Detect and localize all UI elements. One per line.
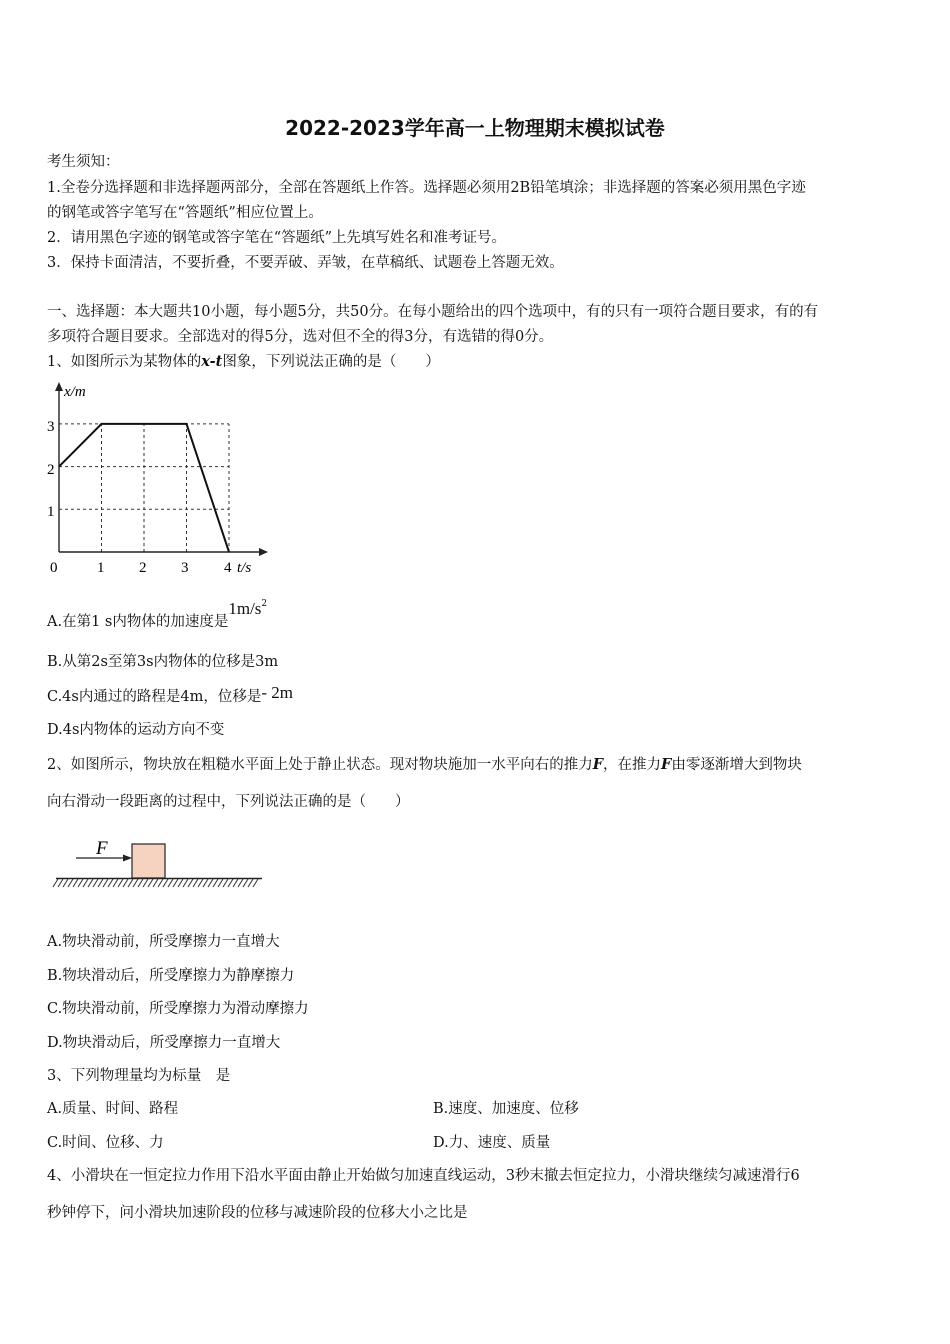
q1-option-a-unit: 1m/s	[228, 599, 262, 618]
notice-heading: 考生须知：	[47, 154, 120, 170]
hatch-stroke	[183, 879, 188, 887]
hatch-stroke	[228, 879, 233, 887]
hatch-stroke	[198, 879, 203, 887]
hatch-stroke	[148, 879, 153, 887]
q2-force-symbol-2: F	[661, 756, 672, 773]
hatch-stroke	[68, 879, 73, 887]
question-1-stem	[47, 352, 440, 372]
question-3-stem: 3、下列物理量均为标量 是	[47, 1068, 231, 1084]
hatch-stroke	[238, 879, 243, 887]
hatch-stroke	[133, 879, 138, 887]
question-2-stem-line-2: 向右滑动一段距离的过程中，下列说法正确的是（ ）	[47, 794, 410, 810]
force-arrow-head	[123, 855, 132, 862]
xt-graph	[40, 378, 280, 583]
hatch-stroke	[118, 879, 123, 887]
hatch-stroke	[83, 879, 88, 887]
x-tick-1: 1	[97, 560, 105, 576]
block	[132, 844, 165, 878]
q2-force-symbol: F	[592, 756, 604, 773]
q1-stem-b: 图象，下列说法正确的是（ ）	[222, 354, 440, 370]
notice-line-2: 2．请用黑色字迹的钢笔或答字笔在“答题纸”上先填写姓名和准考证号。	[47, 230, 507, 246]
q1-option-a-text: A.在第1 s内物体的加速度是	[47, 614, 229, 630]
q2-option-b[interactable]: B.物块滑动后，所受摩擦力为静摩擦力	[47, 968, 295, 984]
q3-option-a[interactable]: A.质量、时间、路程	[47, 1101, 179, 1117]
page-title: 2022-2023学年高一上物理期末模拟试卷	[285, 116, 665, 140]
block-force-figure	[52, 832, 267, 896]
hatch-stroke	[53, 879, 58, 887]
hatch-stroke	[123, 879, 128, 887]
y-tick-1: 1	[47, 504, 55, 520]
hatch-stroke	[138, 879, 143, 887]
hatch-stroke	[158, 879, 163, 887]
q1-option-c-unit: - 2m	[261, 683, 293, 702]
q1-stem-a: 1、如图所示为某物体的	[47, 354, 202, 370]
x-tick-0: 0	[50, 560, 58, 576]
y-tick-3: 3	[47, 419, 55, 435]
hatch-stroke	[168, 879, 173, 887]
hatch-stroke	[188, 879, 193, 887]
x-tick-3: 3	[181, 560, 189, 576]
notice-line-3: 3．保持卡面清洁，不要折叠，不要弄破、弄皱，在草稿纸、试题卷上答题无效。	[47, 255, 564, 271]
hatch-stroke	[193, 879, 198, 887]
y-axis-arrow	[55, 382, 63, 391]
hatch-stroke	[253, 879, 258, 887]
question-4-stem-line-1: 4、小滑块在一恒定拉力作用下沿水平面由静止开始做匀加速直线运动，3秒末撤去恒定拉力，小滑块继续匀减速滑行6	[47, 1168, 800, 1184]
q1-option-a-sup: 2	[261, 599, 268, 609]
hatch-stroke	[98, 879, 103, 887]
hatch-stroke	[178, 879, 183, 887]
q3-option-c[interactable]: C.时间、位移、力	[47, 1135, 164, 1151]
q1-option-a[interactable]	[47, 599, 268, 632]
q1-stem-var: x-t	[201, 353, 223, 370]
hatch-stroke	[73, 879, 78, 887]
hatch-stroke	[223, 879, 228, 887]
hatch-stroke	[113, 879, 118, 887]
hatch-stroke	[243, 879, 248, 887]
q2-stem-a: 2、如图所示，物块放在粗糙水平面上处于静止状态。现对物块施加一水平向右的推力	[47, 757, 593, 773]
hatch-stroke	[78, 879, 83, 887]
y-tick-2: 2	[47, 462, 55, 478]
y-axis-label: x/m	[64, 384, 86, 400]
hatch-stroke	[218, 879, 223, 887]
hatch-stroke	[153, 879, 158, 887]
force-label: F	[96, 838, 108, 859]
hatch-stroke	[163, 879, 168, 887]
ground-hatching	[53, 879, 258, 887]
q2-stem-c: 由零逐渐增大到物块	[671, 757, 802, 773]
q1-option-c-text: C.4s内通过的路程是4m，位移是	[47, 689, 262, 705]
q1-option-b[interactable]: B.从第2s至第3s内物体的位移是3m	[47, 654, 279, 670]
hatch-stroke	[108, 879, 113, 887]
hatch-stroke	[203, 879, 208, 887]
x-tick-4: 4	[224, 560, 232, 576]
q2-option-c[interactable]: C.物块滑动前，所受摩擦力为滑动摩擦力	[47, 1001, 309, 1017]
hatch-stroke	[63, 879, 68, 887]
hatch-stroke	[143, 879, 148, 887]
hatch-stroke	[173, 879, 178, 887]
hatch-stroke	[248, 879, 253, 887]
q3-option-b[interactable]: B.速度、加速度、位移	[433, 1101, 579, 1117]
x-tick-2: 2	[139, 560, 147, 576]
hatch-stroke	[233, 879, 238, 887]
hatch-stroke	[103, 879, 108, 887]
hatch-stroke	[88, 879, 93, 887]
q2-option-a[interactable]: A.物块滑动前，所受摩擦力一直增大	[47, 934, 280, 950]
hatch-stroke	[128, 879, 133, 887]
x-axis-arrow	[259, 548, 268, 556]
section-intro-line-2: 多项符合题目要求。全部选对的得5分，选对但不全的得3分，有选错的得0分。	[47, 329, 554, 345]
notice-line-1b: 的钢笔或答字笔写在“答题纸”相应位置上。	[47, 205, 323, 221]
q1-option-c[interactable]	[47, 683, 293, 707]
notice-line-1a: 1.全卷分选择题和非选择题两部分，全部在答题纸上作答。选择题必须用2B铅笔填涂；非选择题的答案必须用黑色字迹	[47, 180, 806, 196]
question-4-stem-line-2: 秒钟停下，问小滑块加速阶段的位移与减速阶段的位移大小之比是	[47, 1205, 468, 1221]
hatch-stroke	[93, 879, 98, 887]
hatch-stroke	[208, 879, 213, 887]
hatch-stroke	[213, 879, 218, 887]
q2-stem-b: ，在推力	[603, 757, 662, 773]
q2-option-d[interactable]: D.物块滑动后，所受摩擦力一直增大	[47, 1035, 281, 1051]
q1-option-d[interactable]: D.4s内物体的运动方向不变	[47, 722, 225, 738]
section-intro-line-1: 一、选择题：本大题共10小题，每小题5分，共50分。在每小题给出的四个选项中，有的只有一项符合题目要求，有的有	[47, 304, 819, 320]
question-2-stem-line-1	[47, 755, 802, 775]
x-axis-label: t/s	[237, 560, 252, 576]
hatch-stroke	[58, 879, 63, 887]
q3-option-d[interactable]: D.力、速度、质量	[433, 1135, 551, 1151]
